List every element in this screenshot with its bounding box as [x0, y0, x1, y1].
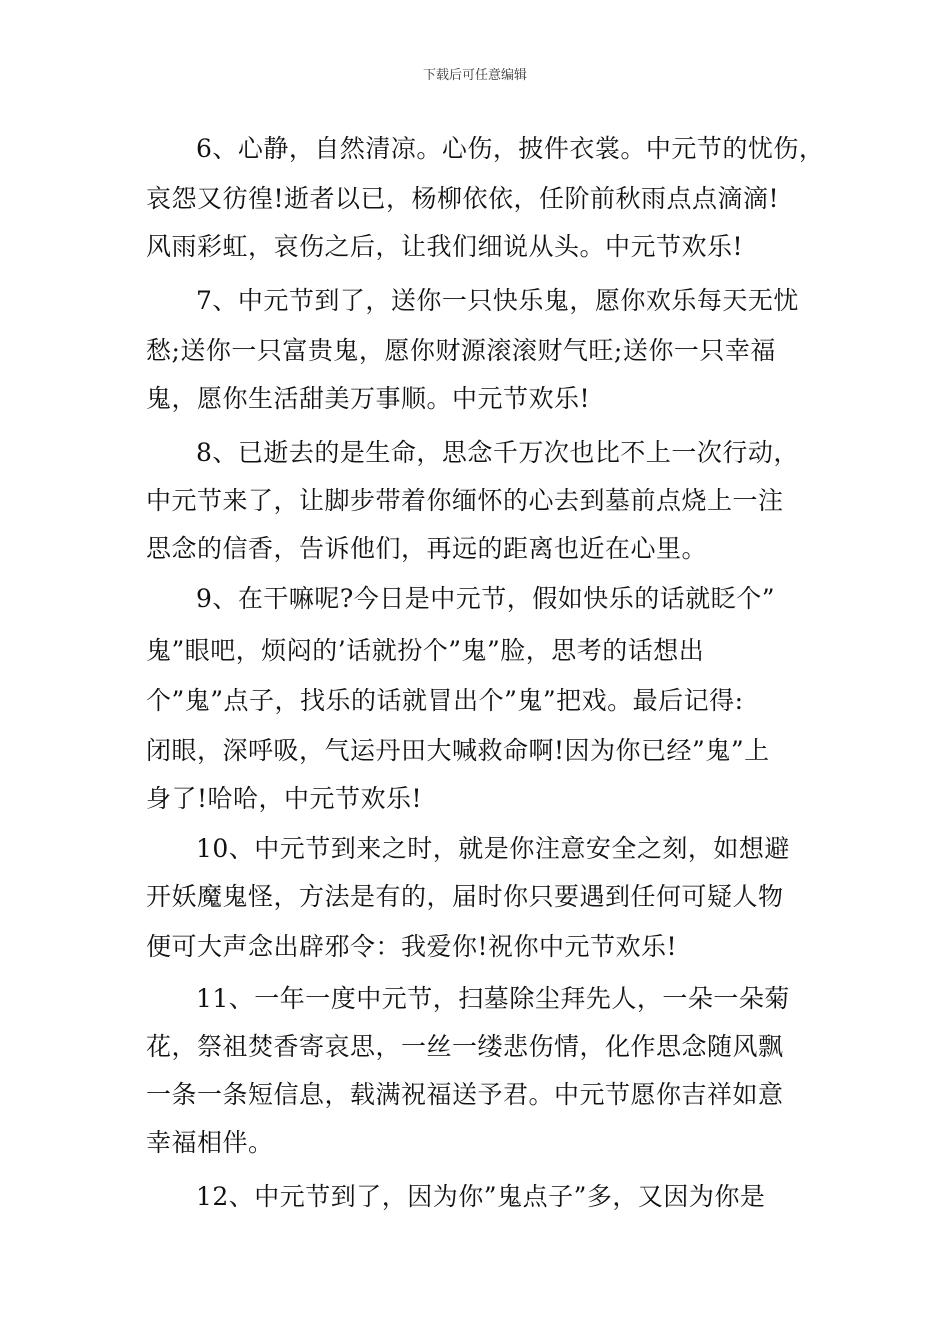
page-header: 下载后可任意编辑 — [422, 68, 527, 83]
paragraph-10-line-2: 开妖魔鬼怪，方法是有的，届时你只要遇到任何可疑人物 — [146, 882, 784, 911]
paragraph-9-line-3: 个”鬼”点子，找乐的话就冒出个”鬼”把戏。最后记得: — [146, 686, 744, 715]
paragraph-7-line-3: 鬼，愿你生活甜美万事顺。中元节欢乐! — [146, 384, 591, 413]
paragraph-8-line-1: 8、已逝去的是生命，思念千万次也比不上一次行动， — [196, 438, 799, 467]
paragraph-9-line-4: 闭眼，深呼吸，气运丹田大喊救命啊!因为你已经”鬼”上 — [146, 736, 770, 765]
paragraph-7-line-2: 愁;送你一只富贵鬼，愿你财源滚滚财气旺;送你一只幸福 — [146, 336, 776, 365]
paragraph-6-line-1: 6、心静，自然清凉。心伤，披件衣裳。中元节的忧伤， — [196, 134, 825, 163]
paragraph-9-line-1: 9、在干嘛呢?今日是中元节，假如快乐的话就眨个” — [196, 584, 776, 613]
paragraph-9-line-2: 鬼”眼吧，烦闷的’话就扮个”鬼”脸，思考的话想出 — [146, 636, 705, 665]
paragraph-11-line-1: 11、一年一度中元节，扫墓除尘拜先人，一朵一朵菊 — [196, 984, 790, 1013]
paragraph-11-line-3: 一条一条短信息，载满祝福送予君。中元节愿你吉祥如意 — [146, 1080, 784, 1109]
paragraph-12-line-1: 12、中元节到了，因为你”鬼点子”多，又因为你是 — [196, 1182, 766, 1211]
paragraph-8-line-2: 中元节来了，让脚步带着你缅怀的心去到墓前点烧上一注 — [146, 486, 784, 515]
paragraph-6-line-3: 风雨彩虹，哀伤之后，让我们细说从头。中元节欢乐! — [146, 232, 744, 261]
paragraph-11-line-2: 花，祭祖焚香寄哀思，一丝一缕悲伤情，化作思念随风飘 — [146, 1032, 784, 1061]
paragraph-6-line-2: 哀怨又彷徨!逝者以已，杨柳依依，任阶前秋雨点点滴滴! — [146, 184, 780, 213]
paragraph-7-line-1: 7、中元节到了，送你一只快乐鬼，愿你欢乐每天无忧 — [196, 286, 799, 315]
paragraph-8-line-3: 思念的信香，告诉他们，再远的距离也近在心里。 — [146, 534, 708, 563]
paragraph-9-line-5: 身了!哈哈，中元节欢乐! — [146, 784, 423, 813]
paragraph-11-line-4: 幸福相伴。 — [146, 1128, 274, 1157]
paragraph-10-line-3: 便可大声念出辟邪令：我爱你!祝你中元节欢乐! — [146, 932, 678, 961]
paragraph-10-line-1: 10、中元节到来之时，就是你注意安全之刻，如想避 — [196, 834, 790, 863]
